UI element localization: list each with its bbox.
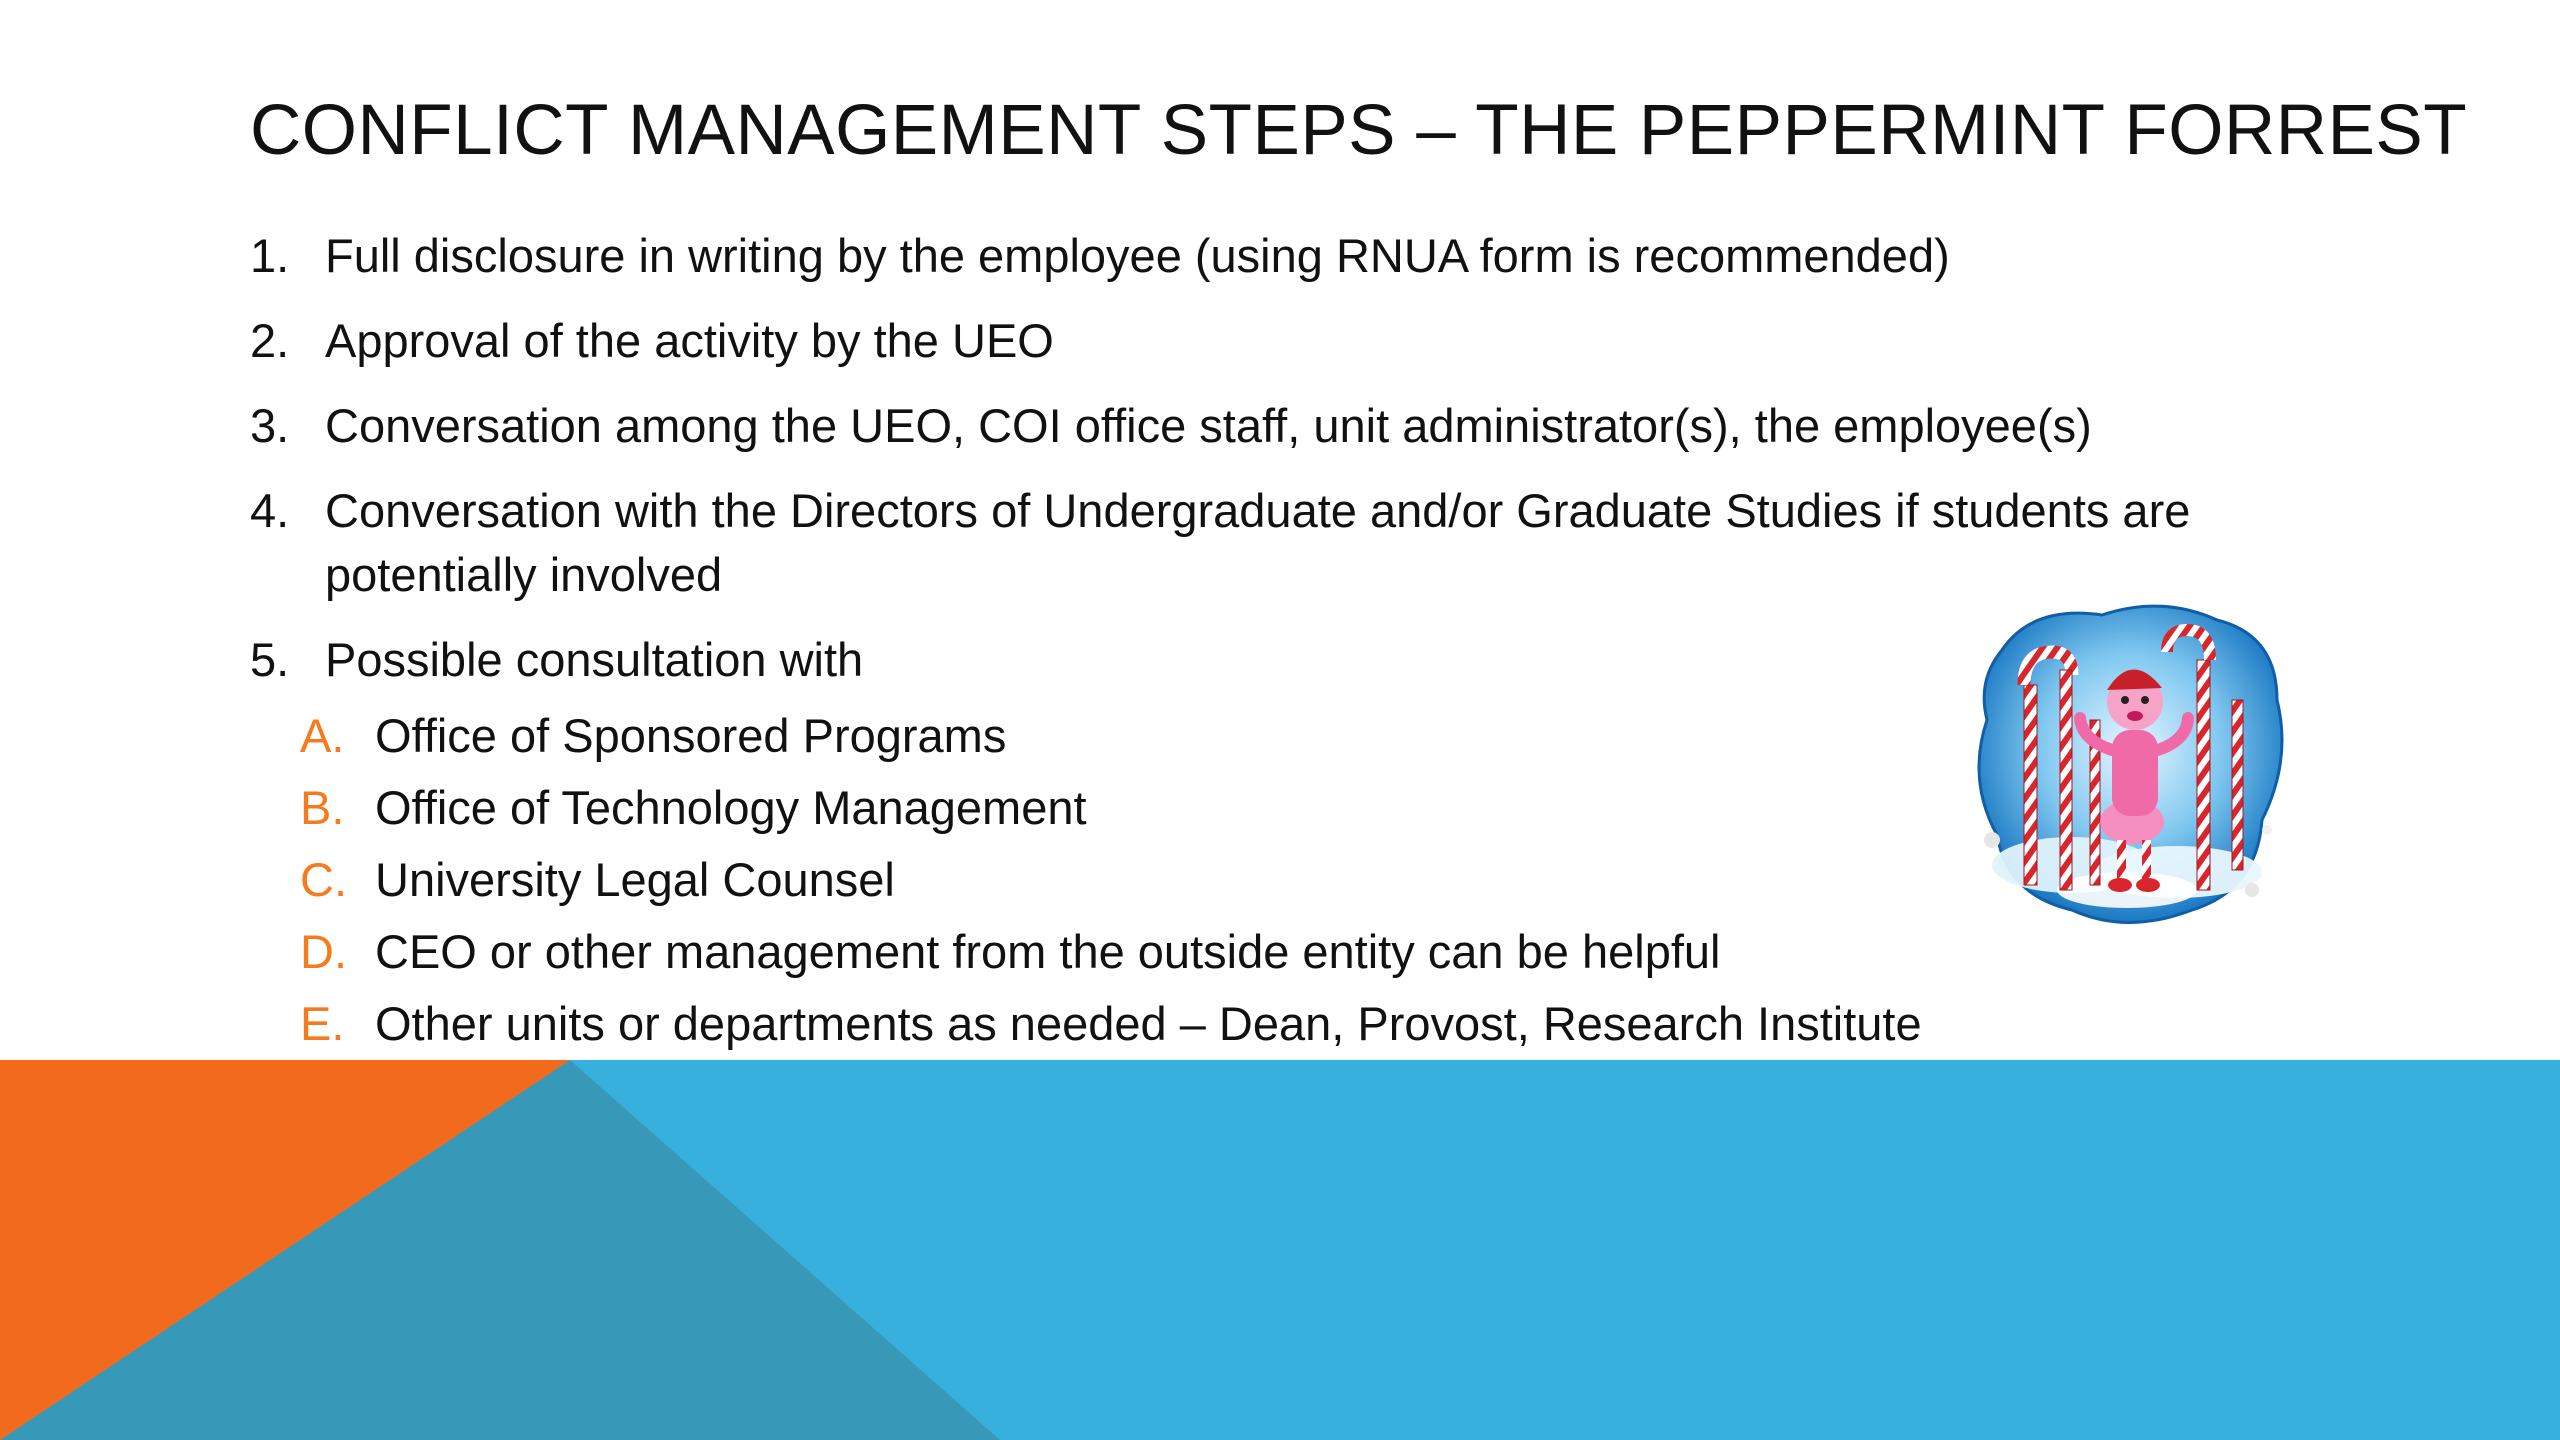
- consultation-letter: C.: [300, 853, 347, 906]
- slide-title: CONFLICT MANAGEMENT STEPS – THE PEPPERMINT FORREST: [250, 91, 2468, 170]
- bottom-decorative-band: [0, 1060, 2560, 1440]
- step-number: 3.: [250, 399, 290, 452]
- step-text: Full disclosure in writing by the employee (using RNUA form is recommended): [325, 229, 1950, 282]
- consultation-letter: A.: [300, 709, 345, 762]
- consultation-text: Other units or departments as needed – Dean, Provost, Research Institute: [375, 997, 1922, 1050]
- consultation-text: CEO or other management from the outside entity can be helpful: [375, 925, 1721, 978]
- consultation-text: Office of Sponsored Programs: [375, 709, 1007, 762]
- step-number: 5.: [250, 633, 290, 686]
- consultation-letter: E.: [300, 997, 345, 1050]
- step-number: 2.: [250, 314, 290, 367]
- step-text: Conversation with the Directors of Undergraduate and/or Graduate Studies if students are potentially involved: [325, 484, 2191, 601]
- step-number: 4.: [250, 484, 290, 537]
- consultation-item: [300, 988, 2300, 1060]
- step-item: [250, 309, 2300, 373]
- step-item: [250, 479, 2300, 607]
- peppermint-forest-character-illustration: [1962, 590, 2292, 940]
- consultation-letter: B.: [300, 781, 345, 834]
- consultation-text: University Legal Counsel: [375, 853, 895, 906]
- step-item: [250, 224, 2300, 288]
- step-text: Approval of the activity by the UEO: [325, 314, 1054, 367]
- step-item: [250, 394, 2300, 458]
- step-text: Possible consultation with: [325, 633, 864, 686]
- consultation-letter: D.: [300, 925, 347, 978]
- step-text: Conversation among the UEO, COI office staff, unit administrator(s), the employee(s): [325, 399, 2092, 452]
- step-number: 1.: [250, 229, 290, 282]
- consultation-text: Office of Technology Management: [375, 781, 1087, 834]
